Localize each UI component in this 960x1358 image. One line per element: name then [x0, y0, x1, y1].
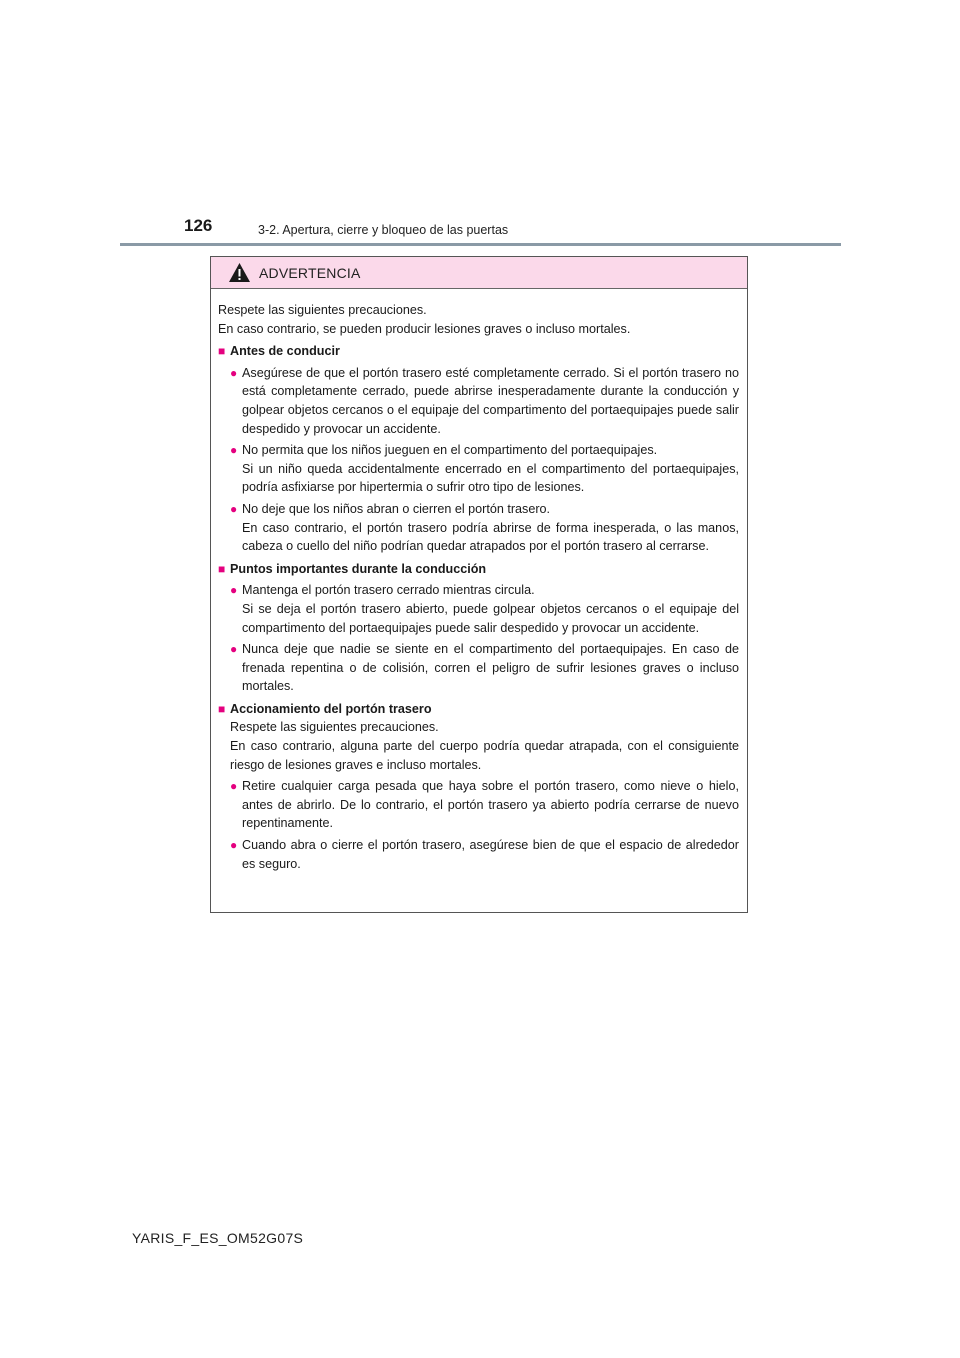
- list-item-text: [242, 581, 739, 637]
- round-bullet-icon: ●: [230, 501, 238, 516]
- section-intro: [218, 718, 739, 774]
- section-heading: [218, 560, 739, 579]
- section-heading-text: Antes de conducir: [230, 344, 340, 359]
- round-bullet-icon: ●: [230, 779, 238, 794]
- list-item-text: [242, 640, 739, 696]
- square-bullet-icon: ■: [218, 344, 226, 359]
- list-item-paragraph: Asegúrese de que el portón trasero esté completamente cerrado. Si el portón trasero no está completamente cerrado, puede abrirse inesperadamente durante la conducción y golpear objetos cercanos o el equipaje del compartimento del portaequipajes puede salir despedido y provocar un accidente.: [242, 365, 739, 436]
- warning-box: [210, 256, 748, 913]
- warning-section: [218, 560, 739, 696]
- round-bullet-icon: ●: [230, 642, 238, 657]
- warning-section: [218, 342, 739, 556]
- list-item-paragraph: Mantenga el portón trasero cerrado mientras circula.: [242, 583, 535, 598]
- section-heading: [218, 700, 739, 719]
- list-item-paragraph: Si se deja el portón trasero abierto, puede golpear objetos cercanos o el equipaje del compartimento del portaequipajes puede salir despedido y provocar un accidente.: [242, 601, 739, 635]
- section-heading: [218, 342, 739, 361]
- list-item-paragraph: No deje que los niños abran o cierren el portón trasero.: [242, 501, 551, 516]
- list-item-paragraph: No permita que los niños jueguen en el compartimento del portaequipajes.: [242, 443, 658, 458]
- warning-body: [211, 289, 747, 873]
- section-heading-text: Puntos importantes durante la conducción: [230, 561, 487, 576]
- list-item-paragraph: En caso contrario, el portón trasero podría abrirse de forma inesperada, o las manos, cabeza o cuello del niño podrían quedar atrapados por el portón trasero al cerrarse.: [242, 520, 739, 554]
- square-bullet-icon: ■: [218, 561, 226, 576]
- list-item-text: [242, 441, 739, 497]
- list-item-text: [242, 364, 739, 438]
- warning-title: ADVERTENCIA: [259, 264, 361, 281]
- warning-intro: [218, 301, 739, 338]
- warning-header: [211, 257, 747, 289]
- warning-triangle-icon: [228, 262, 251, 283]
- section-intro-line: En caso contrario, alguna parte del cuerpo podría quedar atrapada, con el consiguiente riesgo de lesiones graves e incluso mortales.: [230, 739, 739, 772]
- list-item: [218, 640, 739, 696]
- intro-line: En caso contrario, se pueden producir lesiones graves o incluso mortales.: [218, 321, 631, 336]
- list-item-paragraph: Si un niño queda accidentalmente encerrado en el compartimento del portaequipajes, podría asfixiarse por hipertermia o sufrir otro tipo de lesiones.: [242, 461, 739, 495]
- round-bullet-icon: ●: [230, 838, 238, 853]
- intro-line: Respete las siguientes precauciones.: [218, 303, 427, 317]
- square-bullet-icon: ■: [218, 701, 226, 716]
- page-number: 126: [184, 216, 213, 235]
- list-item: [218, 581, 739, 637]
- list-item-paragraph: Cuando abra o cierre el portón trasero, asegúrese bien de que el espacio de alrededor es seguro.: [242, 838, 739, 871]
- warning-section: [218, 700, 739, 873]
- list-item: [218, 836, 739, 873]
- list-item: [218, 777, 739, 833]
- list-item: [218, 441, 739, 497]
- header-divider: [120, 243, 841, 246]
- list-item-paragraph: Retire cualquier carga pesada que haya sobre el portón trasero, como nieve o hielo, antes de abrirlo. De lo contrario, el portón trasero ya abierto podría cerrarse de nuevo repentinamente.: [242, 779, 739, 831]
- section-intro-line: Respete las siguientes precauciones.: [230, 720, 439, 735]
- list-item: [218, 500, 739, 556]
- list-item: [218, 364, 739, 438]
- list-item-text: [242, 777, 739, 833]
- round-bullet-icon: ●: [230, 365, 238, 380]
- section-heading-text: Accionamiento del portón trasero: [230, 701, 432, 716]
- round-bullet-icon: ●: [230, 583, 238, 598]
- document-code: YARIS_F_ES_OM52G07S: [132, 1230, 304, 1246]
- section-title: 3-2. Apertura, cierre y bloqueo de las puertas: [258, 223, 509, 237]
- round-bullet-icon: ●: [230, 443, 238, 458]
- list-item-text: [242, 836, 739, 873]
- list-item-text: [242, 500, 739, 556]
- list-item-paragraph: Nunca deje que nadie se siente en el compartimento del portaequipajes. En caso de frenada repentina o de colisión, corren el peligro de sufrir lesiones graves o incluso mortales.: [242, 642, 739, 694]
